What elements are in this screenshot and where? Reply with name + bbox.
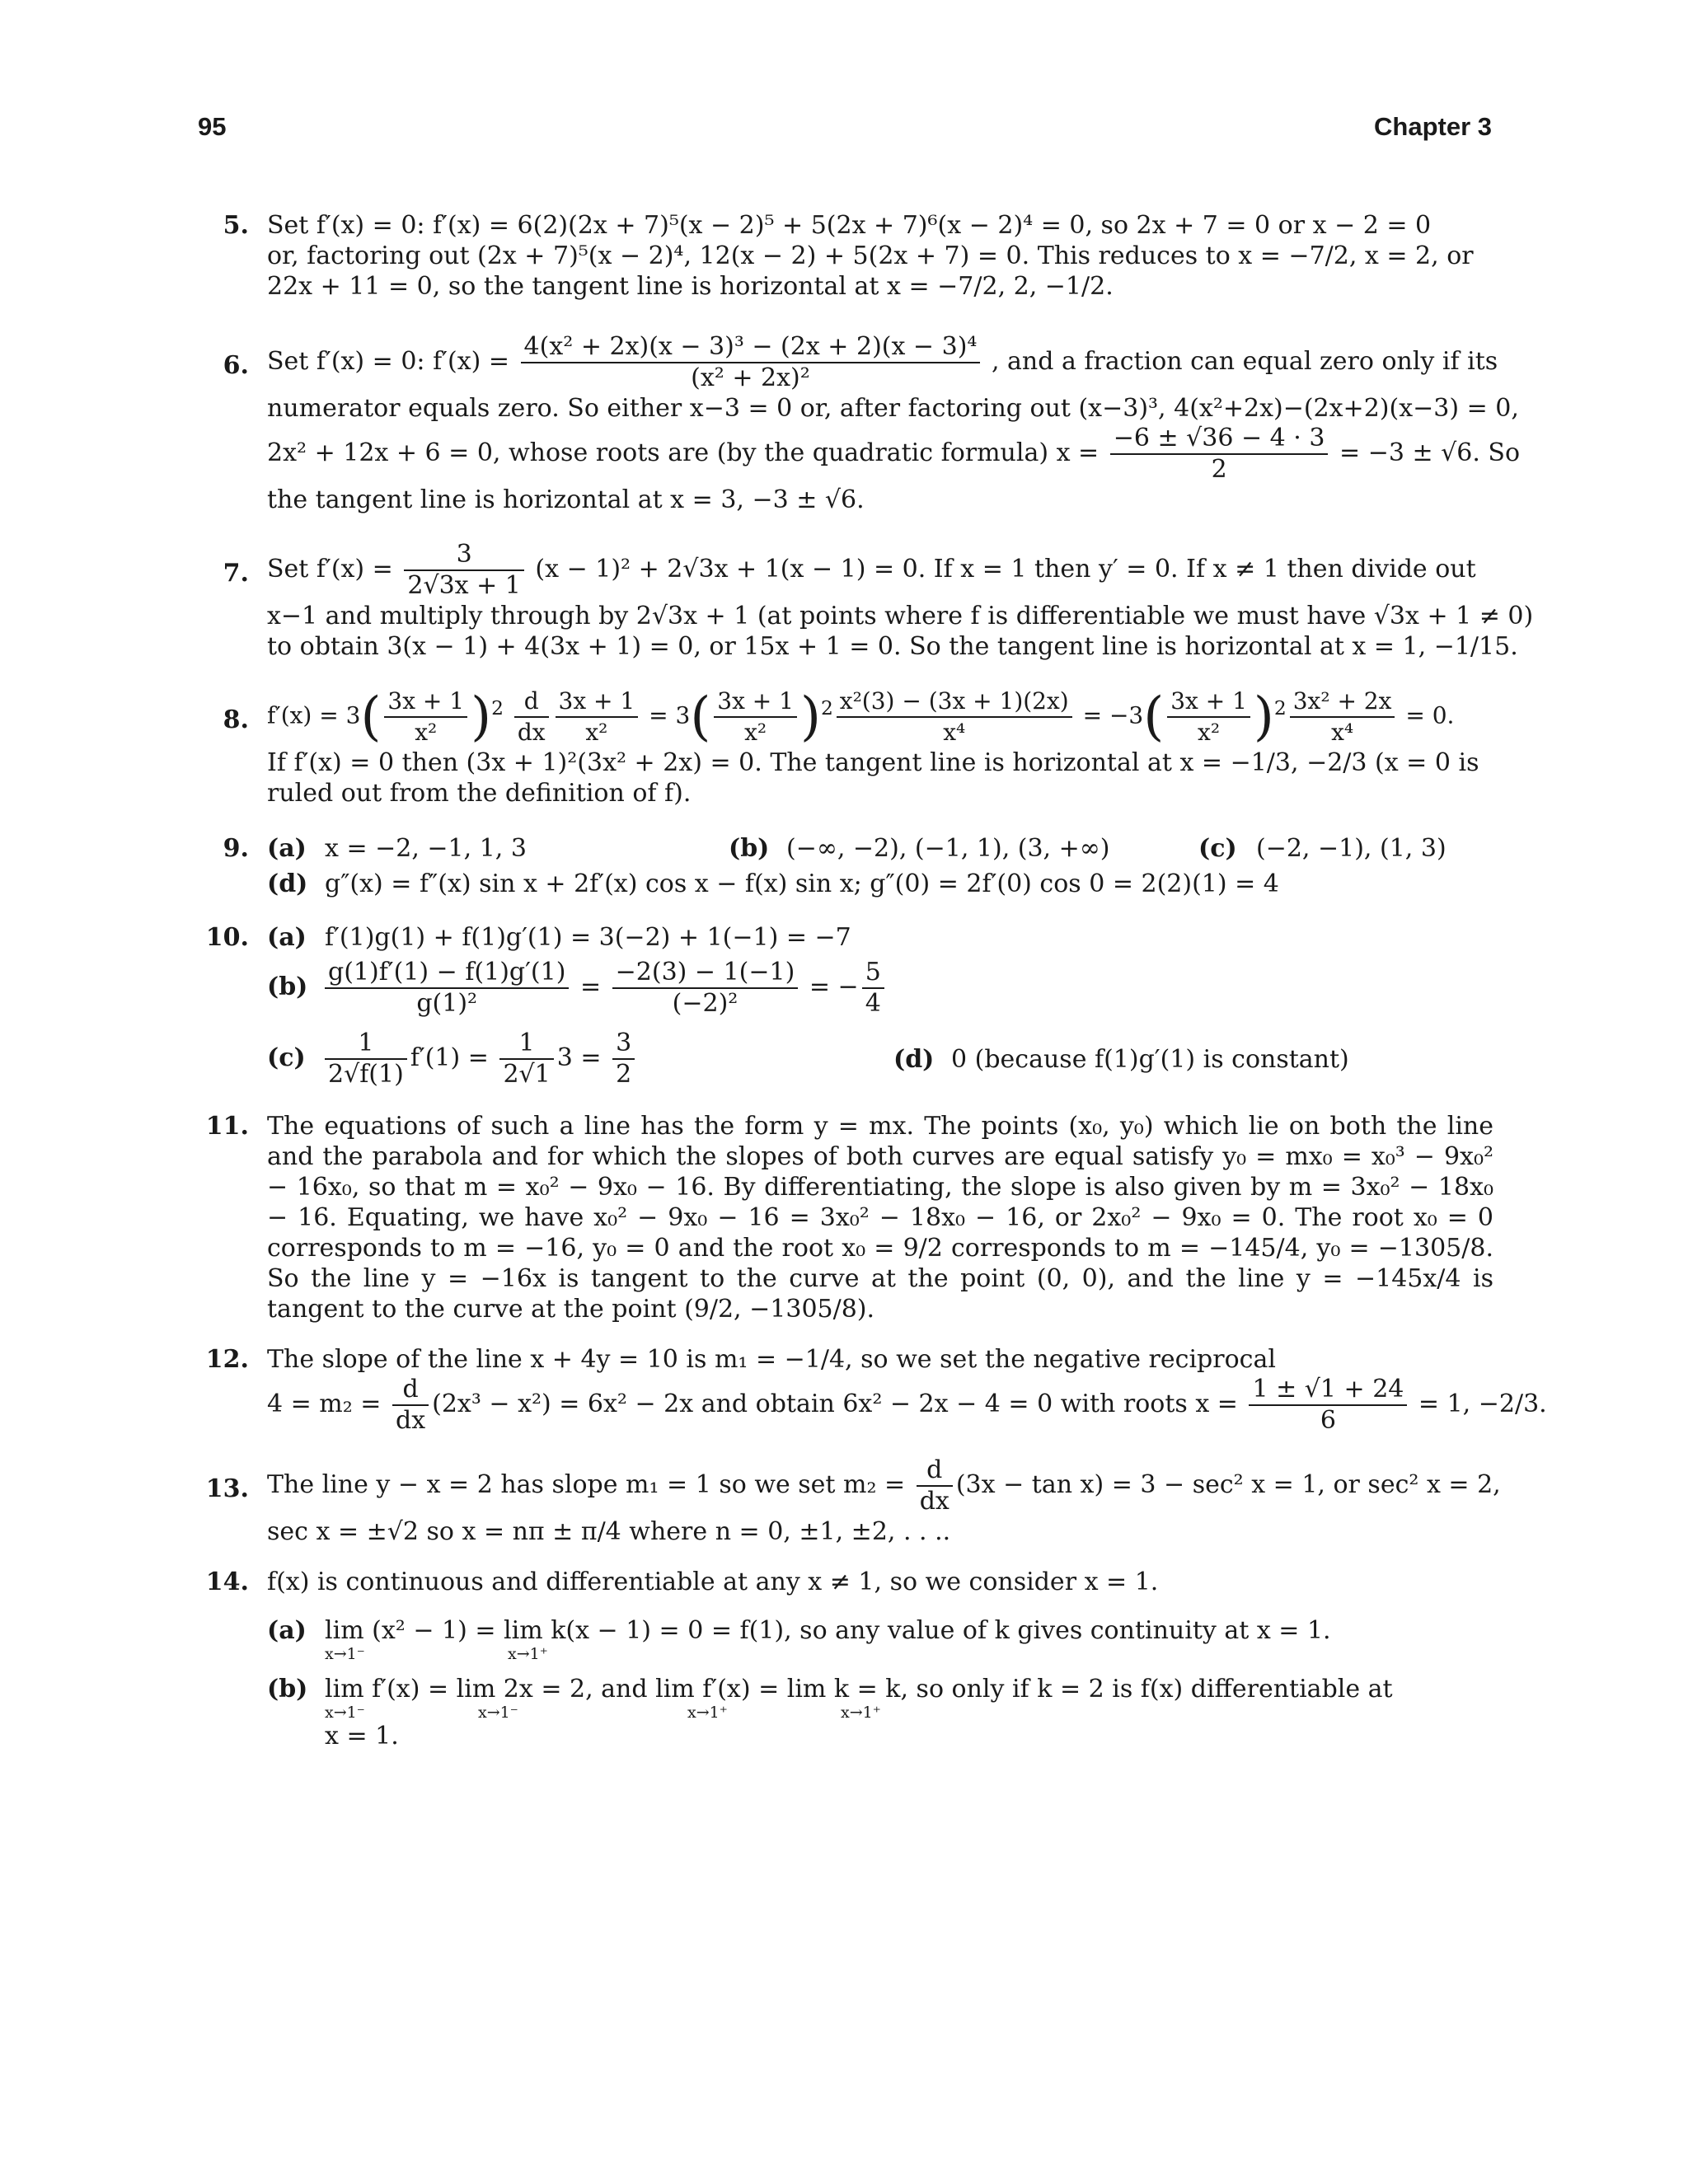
denominator: 2 [616, 1060, 632, 1089]
part-text: (−2, −1), (1, 3) [1256, 834, 1447, 863]
problem-number: 8. [223, 705, 249, 734]
text: Set f′(x) = 0: f′(x) = [267, 347, 509, 376]
problem-number: 13. [205, 1474, 249, 1503]
part-label: (c) [267, 1043, 306, 1072]
denominator: 2√1 [503, 1060, 551, 1089]
text: 4 = m₂ = [267, 1390, 382, 1418]
problem-7 [198, 540, 1534, 662]
derivative-operator [917, 1455, 953, 1516]
page-number: 95 [198, 112, 227, 141]
fraction [714, 687, 797, 748]
text: f′(x) = 3 [267, 701, 361, 729]
problem-6-line-3 [267, 424, 1521, 485]
numerator: 3x + 1 [384, 687, 467, 718]
problem-number: 10. [205, 923, 249, 952]
part-b-line-2: x = 1. [325, 1722, 399, 1750]
problem-number: 12. [205, 1345, 249, 1374]
text: = 0. [1405, 701, 1455, 729]
denominator: x² [744, 719, 767, 746]
part-c [267, 1029, 893, 1090]
numerator: d [392, 1375, 429, 1406]
problem-5-line-1: Set f′(x) = 0: f′(x) = 6(2)(2x + 7)⁵(x − 2)⁵ + 5(2x + 7)⁶(x − 2)⁴ = 0, so 2x + 7 = 0 or x − 2 = 0 [267, 211, 1432, 240]
text: , and a fraction can equal zero only if its [991, 347, 1498, 376]
numerator: x²(3) − (3x + 1)(2x) [837, 687, 1072, 718]
denominator: x⁴ [943, 719, 966, 746]
denominator: 6 [1320, 1406, 1336, 1435]
numerator: d [917, 1455, 953, 1487]
limit-subscript: x→1⁺ [841, 1704, 881, 1722]
fraction [612, 958, 799, 1019]
denominator: dx [919, 1487, 950, 1516]
text: = −3 [1082, 701, 1144, 729]
problem-5-line-2: or, factoring out (2x + 7)⁵(x − 2)⁴, 12(x − 2) + 5(2x + 7) = 0. This reduces to x = −7/2, x = 2, or [267, 241, 1474, 270]
denominator: (x² + 2x)² [691, 363, 810, 392]
text: = −3 ± √6. So [1339, 438, 1521, 467]
right-paren: ) [799, 687, 821, 748]
denominator: x⁴ [1331, 719, 1354, 746]
part-label: (d) [267, 869, 308, 898]
fraction [325, 958, 569, 1019]
denominator: 4 [865, 989, 881, 1018]
problem-8 [198, 687, 1493, 808]
fraction [1290, 687, 1395, 748]
denominator: (−2)² [672, 989, 738, 1018]
exponent: 2 [820, 696, 833, 720]
text: (x − 1)² + 2√3x + 1(x − 1) = 0. If x = 1 then y′ = 0. If x ≠ 1 then divide out [535, 555, 1476, 583]
problem-13-line-1 [267, 1455, 1501, 1516]
right-paren: ) [471, 687, 492, 748]
text: = 3 [649, 701, 691, 729]
part-label: (b) [729, 834, 770, 863]
derivative-operator [514, 687, 549, 748]
text: f′(1) = [410, 1043, 489, 1072]
chapter-title: Chapter 3 [1374, 112, 1492, 141]
problem-number: 7. [223, 559, 249, 588]
problem-9-row-1 [267, 833, 1493, 864]
problem-9 [198, 833, 1493, 899]
problem-6-line-1 [267, 332, 1498, 393]
problem-number: 5. [223, 211, 249, 240]
part-a [267, 922, 1493, 953]
part-label: (a) [267, 923, 307, 952]
left-paren: ( [690, 687, 711, 748]
part-text: f′(1)g(1) + f(1)g′(1) = 3(−2) + 1(−1) = −7 [325, 923, 851, 952]
numerator: 3 [612, 1029, 635, 1060]
denominator: x² [585, 719, 608, 746]
problem-6 [198, 332, 1521, 515]
numerator: 3x + 1 [714, 687, 797, 718]
denominator: dx [396, 1406, 426, 1435]
problem-8-line-2: If f′(x) = 0 then (3x + 1)²(3x² + 2x) = 0. The tangent line is horizontal at x = −1/3, −2/3 (x = 0 is [267, 748, 1479, 777]
numerator: −6 ± √36 − 4 · 3 [1110, 424, 1329, 455]
denominator: g(1)² [416, 989, 478, 1018]
text: The line y − x = 2 has slope m₁ = 1 so we set m₂ = [267, 1470, 906, 1499]
problem-11-text: The equations of such a line has the form y = mx. The points (x₀, y₀) which lie on both the line and the parabola and for which the slopes of both curves are equal satisfy y₀ = mx₀ = x₀³ − 9x₀² − 16x₀, so that m = x₀² − 9x₀ − 16. By differentiating, the slope is also given by m = 3x₀² − 18x₀ − 16. Equating, we have x₀² − 9x₀ − 16 = 3x₀² − 18x₀ − 16, or 2x₀² − 9x₀ = 0. The root x₀ = 0 corresponds to m = −16, y₀ = 0 and the root x₀ = 9/2 corresponds to m = −145/4, y₀ = −1305/8. So the line y = −16x is tangent to the curve at the point (0, 0), and the line y = −145x/4 is tangent to the curve at the point (9/2, −1305/8). [267, 1112, 1493, 1324]
part-b [267, 958, 1493, 1019]
part-b [267, 1674, 1493, 1751]
fraction [1249, 1375, 1407, 1436]
problem-8-line-1 [267, 687, 1493, 748]
part-a [267, 833, 729, 864]
fraction [556, 687, 639, 748]
text: 3 = [556, 1043, 602, 1072]
part-text: 0 (because f(1)g′(1) is constant) [951, 1044, 1349, 1074]
problem-number: 11. [205, 1112, 249, 1141]
part-label: (c) [1198, 834, 1237, 863]
problem-14-line-1: f(x) is continuous and differentiable at any x ≠ 1, so we consider x = 1. [267, 1568, 1159, 1596]
numerator: g(1)f′(1) − f(1)g′(1) [325, 958, 569, 989]
text: = 1, −2/3. [1418, 1390, 1547, 1418]
problem-number: 14. [205, 1568, 249, 1596]
denominator: 2√3x + 1 [407, 571, 521, 600]
numerator: d [514, 687, 549, 718]
numerator: 3 [404, 540, 524, 571]
problem-7-line-3: to obtain 3(x − 1) + 4(3x + 1) = 0, or 15x + 1 = 0. So the tangent line is horizontal at x = 1, −1/15. [267, 632, 1518, 661]
problem-12-line-2 [267, 1375, 1547, 1436]
fraction [837, 687, 1072, 748]
problem-10-row-cd [267, 1029, 1493, 1090]
problem-8-line-3: ruled out from the definition of f). [267, 779, 692, 808]
problem-6-line-2: numerator equals zero. So either x−3 = 0 or, after factoring out (x−3)³, 4(x²+2x)−(2x+2)(x−3) = 0, [267, 394, 1519, 423]
denominator: 2 [1211, 455, 1227, 484]
part-b-line [267, 1674, 1493, 1704]
part-d [893, 1044, 1349, 1075]
fraction [499, 1029, 553, 1090]
numerator: 4(x² + 2x)(x − 3)³ − (2x + 2)(x − 3)⁴ [521, 332, 981, 363]
part-a [267, 1615, 1493, 1662]
problem-11 [198, 1111, 1493, 1324]
part-b [729, 833, 1198, 864]
part-label: (a) [267, 834, 307, 863]
problem-7-line-2: x−1 and multiply through by 2√3x + 1 (at points where f is differentiable we must have √3x + 1 ≠ 0) [267, 602, 1534, 630]
problem-12-line-1: The slope of the line x + 4y = 10 is m₁ = −1/4, so we set the negative reciprocal [267, 1345, 1276, 1374]
limit-subscripts [267, 1646, 1493, 1662]
limit-subscript: x→1⁺ [508, 1645, 548, 1663]
problem-5 [198, 210, 1493, 302]
part-label: (b) [267, 972, 308, 1001]
part-text: (−∞, −2), (−1, 1), (3, +∞) [786, 834, 1110, 863]
fraction [325, 1029, 407, 1090]
numerator: 3x + 1 [1167, 687, 1250, 718]
problem-10 [198, 922, 1493, 1090]
fraction [404, 540, 524, 601]
problem-6-line-4: the tangent line is horizontal at x = 3, −3 ± √6. [267, 485, 865, 514]
limit-subscript: x→1⁻ [325, 1704, 365, 1722]
numerator: 1 ± √1 + 24 [1249, 1375, 1407, 1406]
problem-14 [198, 1567, 1493, 1751]
numerator: 1 [499, 1029, 553, 1060]
fraction [612, 1029, 635, 1090]
exponent: 2 [1273, 696, 1287, 720]
text: (3x − tan x) = 3 − sec² x = 1, or sec² x = 2, [955, 1470, 1501, 1499]
denominator: dx [517, 719, 546, 746]
limit-subscripts [267, 1704, 1493, 1721]
numerator: 3x² + 2x [1290, 687, 1395, 718]
text: = − [809, 972, 859, 1001]
problem-number: 9. [223, 834, 249, 863]
text: (2x³ − x²) = 6x² − 2x and obtain 6x² − 2x − 4 = 0 with roots x = [432, 1390, 1238, 1418]
text: = [579, 972, 602, 1001]
fraction [1167, 687, 1250, 748]
limit-subscript: x→1⁻ [325, 1645, 365, 1663]
part-text: lim (x² − 1) = lim k(x − 1) = 0 = f(1), so any value of k gives continuity at x = 1. [325, 1616, 1331, 1645]
left-paren: ( [1143, 687, 1165, 748]
part-c [1198, 833, 1447, 864]
left-paren: ( [360, 687, 382, 748]
problem-number: 6. [223, 351, 249, 380]
fraction [521, 332, 981, 393]
derivative-operator [392, 1375, 429, 1436]
text: 2x² + 12x + 6 = 0, whose roots are (by the quadratic formula) x = [267, 438, 1100, 467]
numerator: 3x + 1 [556, 687, 639, 718]
denominator: 2√f(1) [328, 1060, 404, 1089]
problem-7-line-1 [267, 540, 1493, 601]
exponent: 2 [491, 696, 504, 720]
part-d [267, 869, 1493, 899]
right-paren: ) [1253, 687, 1274, 748]
numerator: 1 [325, 1029, 407, 1060]
problem-12 [198, 1344, 1547, 1436]
numerator: 5 [862, 958, 884, 989]
part-text: lim f′(x) = lim 2x = 2, and lim f′(x) = lim k = k, so only if k = 2 is f(x) differentiable at [325, 1675, 1393, 1704]
problem-5-line-3: 22x + 11 = 0, so the tangent line is horizontal at x = −7/2, 2, −1/2. [267, 272, 1114, 301]
fraction [1110, 424, 1329, 485]
part-label: (d) [893, 1044, 935, 1074]
limit-subscript: x→1⁻ [478, 1704, 518, 1722]
limit-subscript: x→1⁺ [687, 1704, 728, 1722]
fraction [862, 958, 884, 1019]
numerator: −2(3) − 1(−1) [612, 958, 799, 989]
part-a-line [267, 1615, 1493, 1646]
part-text: g″(x) = f″(x) sin x + 2f′(x) cos x − f(x) sin x; g″(0) = 2f′(0) cos 0 = 2(2)(1) = 4 [325, 869, 1279, 898]
denominator: x² [1198, 719, 1221, 746]
part-label: (b) [267, 1675, 308, 1704]
problem-13-line-2: sec x = ±√2 so x = nπ ± π/4 where n = 0, ±1, ±2, . . .. [267, 1517, 951, 1546]
solutions-body [198, 210, 1547, 1751]
part-text: x = −2, −1, 1, 3 [325, 834, 527, 863]
text: Set f′(x) = [267, 555, 393, 583]
fraction [384, 687, 467, 748]
part-label: (a) [267, 1616, 307, 1645]
problem-13 [198, 1455, 1501, 1547]
denominator: x² [415, 719, 438, 746]
